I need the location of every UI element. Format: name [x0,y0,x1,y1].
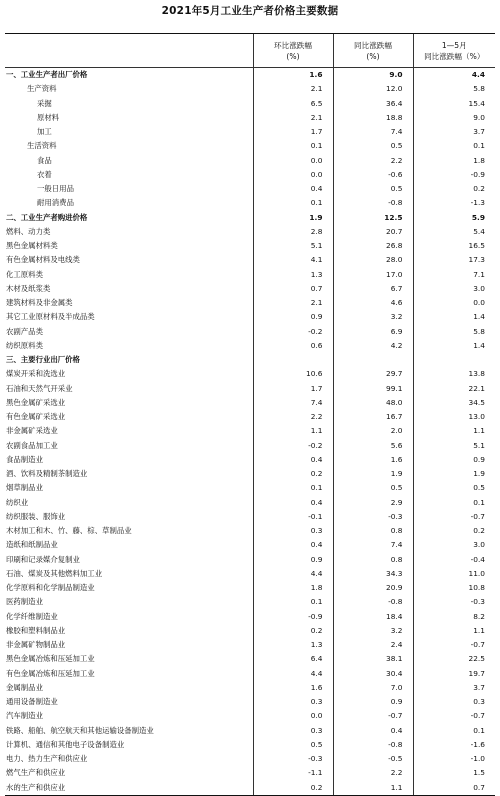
table-row [5,182,495,196]
row-label: 建筑材料及非金属类 [6,298,73,308]
row-ytd-value: 34.5 [413,396,495,410]
row-mom-value: 0.4 [253,182,333,196]
row-label: 煤炭开采和洗选业 [6,369,66,379]
row-ytd-value: 11.0 [413,567,495,581]
table-row [5,538,495,552]
row-mom-value: 6.5 [253,97,333,111]
row-yoy-value: 0.9 [333,695,413,709]
table-row [5,510,495,524]
table-body [5,68,495,796]
row-mom-value: -0.1 [253,510,333,524]
row-yoy-value: 0.5 [333,481,413,495]
row-ytd-value: 0.2 [413,182,495,196]
header-ytd-line1: 1—5月 [441,40,467,50]
table-row [5,282,495,296]
row-ytd-value: -0.7 [413,638,495,652]
row-mom-value: 1.7 [253,382,333,396]
row-yoy-value: 29.7 [333,367,413,381]
row-ytd-value: 8.2 [413,610,495,624]
row-ytd-value: 1.4 [413,339,495,353]
row-ytd-value: 0.3 [413,695,495,709]
row-mom-value: 1.6 [253,68,333,83]
table-row [5,382,495,396]
row-label: 非金属矿采选业 [6,426,58,436]
row-mom-value: 7.4 [253,396,333,410]
row-yoy-value: -0.8 [333,595,413,609]
row-mom-value: -0.2 [253,439,333,453]
row-ytd-value: 0.1 [413,139,495,153]
table-row [5,709,495,723]
row-mom-value: 0.0 [253,168,333,182]
row-label: 酒、饮料及精制茶制造业 [6,469,88,479]
table-row [5,111,495,125]
row-yoy-value: 2.9 [333,496,413,510]
table-row [5,496,495,510]
row-label: 电力、热力生产和供应业 [6,754,88,764]
table-row [5,638,495,652]
row-ytd-value [413,353,495,367]
row-yoy-value: 12.0 [333,82,413,96]
row-ytd-value: 0.1 [413,496,495,510]
row-yoy-value: 26.8 [333,239,413,253]
table-row [5,125,495,139]
row-mom-value: 0.9 [253,310,333,324]
row-mom-value: 2.8 [253,225,333,239]
row-label: 生活资料 [27,141,57,151]
table-row [5,424,495,438]
row-yoy-value: 7.4 [333,538,413,552]
row-yoy-value: 20.9 [333,581,413,595]
row-ytd-value: 16.5 [413,239,495,253]
table-row [5,339,495,353]
row-yoy-value: -0.7 [333,709,413,723]
row-mom-value: 4.4 [253,667,333,681]
row-ytd-value: 1.1 [413,424,495,438]
row-ytd-value: 0.0 [413,296,495,310]
header-yoy-line1: 同比涨跌幅 [354,40,392,50]
row-ytd-value: 1.1 [413,624,495,638]
table-row [5,781,495,796]
row-ytd-value: 0.2 [413,524,495,538]
row-label: 纺织业 [6,497,29,507]
row-label: 原材料 [37,112,60,122]
header-mom-line1: 环比涨跌幅 [274,40,312,50]
row-label: 橡胶和塑料制品业 [6,625,66,635]
row-label: 烟草制品业 [6,483,43,493]
row-label: 衣着 [37,169,52,179]
row-mom-value: 1.1 [253,424,333,438]
row-label: 非金属矿物制品业 [6,640,66,650]
table-row [5,168,495,182]
row-yoy-value: 99.1 [333,382,413,396]
table-row [5,581,495,595]
row-yoy-value [333,353,413,367]
table-row [5,296,495,310]
row-label: 化学纤维制造业 [6,611,58,621]
row-mom-value: 1.9 [253,211,333,225]
row-ytd-value: 7.1 [413,268,495,282]
table-row [5,97,495,111]
row-yoy-value: 0.8 [333,524,413,538]
table-row [5,353,495,367]
table-row [5,68,495,83]
row-yoy-value: 12.5 [333,211,413,225]
row-label: 耐用消费品 [37,198,74,208]
table-row [5,652,495,666]
row-label: 农副产品类 [6,326,43,336]
row-yoy-value: 5.6 [333,439,413,453]
row-ytd-value: -1.3 [413,196,495,210]
table-row [5,453,495,467]
row-label: 有色金属材料及电线类 [6,255,80,265]
row-yoy-value: 36.4 [333,97,413,111]
row-ytd-value: 3.7 [413,681,495,695]
header-indicator [5,34,253,68]
table-row [5,624,495,638]
row-mom-value: 2.1 [253,296,333,310]
row-mom-value: 0.0 [253,154,333,168]
row-mom-value: 0.1 [253,595,333,609]
table-header-row [5,34,495,68]
row-ytd-value: 22.5 [413,652,495,666]
table-row [5,253,495,267]
row-label: 采掘 [37,98,52,108]
row-mom-value: 10.6 [253,367,333,381]
row-mom-value: 0.7 [253,282,333,296]
table-row [5,766,495,780]
row-yoy-value: 30.4 [333,667,413,681]
row-yoy-value: 3.2 [333,310,413,324]
row-yoy-value: 6.9 [333,325,413,339]
row-mom-value: 0.1 [253,481,333,495]
row-label: 农副食品加工业 [6,440,58,450]
row-label: 纺织服装、服饰业 [6,511,66,521]
table-row [5,439,495,453]
row-mom-value: 4.1 [253,253,333,267]
row-ytd-value: 3.0 [413,282,495,296]
row-ytd-value: 9.0 [413,111,495,125]
row-ytd-value: 3.0 [413,538,495,552]
row-ytd-value: -0.3 [413,595,495,609]
row-label: 三、主要行业出厂价格 [6,355,80,365]
table-row [5,239,495,253]
row-mom-value: 0.2 [253,624,333,638]
row-ytd-value: 1.9 [413,467,495,481]
row-ytd-value: 22.1 [413,382,495,396]
row-ytd-value: 5.4 [413,225,495,239]
table-row [5,695,495,709]
row-yoy-value: 16.7 [333,410,413,424]
row-label: 通用设备制造业 [6,697,58,707]
row-ytd-value: 1.8 [413,154,495,168]
row-mom-value: 1.6 [253,681,333,695]
row-label: 纺织原料类 [6,340,43,350]
row-ytd-value: -0.7 [413,510,495,524]
row-mom-value: 0.5 [253,738,333,752]
row-mom-value: 0.3 [253,524,333,538]
row-mom-value: 0.1 [253,139,333,153]
row-label: 计算机、通信和其他电子设备制造业 [6,739,125,749]
row-mom-value: 1.3 [253,638,333,652]
table-row [5,567,495,581]
row-yoy-value: 18.4 [333,610,413,624]
row-label: 印刷和记录媒介复制业 [6,554,80,564]
header-ytd-line2: 同比涨跌幅（%） [424,51,485,61]
row-mom-value: 1.3 [253,268,333,282]
row-mom-value: -0.2 [253,325,333,339]
row-mom-value: 0.4 [253,538,333,552]
row-yoy-value: 48.0 [333,396,413,410]
table-row [5,610,495,624]
table-row [5,724,495,738]
row-mom-value: 1.7 [253,125,333,139]
row-yoy-value: -0.5 [333,752,413,766]
row-label: 其它工业原材料及半成品类 [6,312,95,322]
table-row [5,410,495,424]
row-label: 黑色金属冶炼和压延加工业 [6,654,95,664]
row-yoy-value: -0.8 [333,738,413,752]
row-mom-value: 0.6 [253,339,333,353]
table-row [5,524,495,538]
row-ytd-value: 13.8 [413,367,495,381]
header-mom [253,34,333,68]
row-mom-value: 0.9 [253,553,333,567]
row-ytd-value: 5.8 [413,82,495,96]
row-label: 黑色金属材料类 [6,241,58,251]
row-ytd-value: 0.1 [413,724,495,738]
row-yoy-value: 0.5 [333,139,413,153]
row-yoy-value: 2.0 [333,424,413,438]
row-label: 医药制造业 [6,597,43,607]
row-label: 二、工业生产者购进价格 [6,212,88,222]
row-ytd-value: 1.5 [413,766,495,780]
row-mom-value: 0.4 [253,453,333,467]
row-mom-value: 0.4 [253,496,333,510]
row-ytd-value: 4.4 [413,68,495,83]
row-yoy-value: 7.4 [333,125,413,139]
header-yoy [333,34,413,68]
table-row [5,225,495,239]
row-yoy-value: 2.4 [333,638,413,652]
row-label: 化学原料和化学制品制造业 [6,583,95,593]
table-row [5,211,495,225]
row-mom-value: 0.2 [253,781,333,796]
row-mom-value: 1.8 [253,581,333,595]
row-mom-value: 0.1 [253,196,333,210]
row-label: 燃料、动力类 [6,226,51,236]
row-yoy-value: 2.2 [333,766,413,780]
row-label: 木材及纸浆类 [6,283,51,293]
row-yoy-value: 0.8 [333,553,413,567]
row-yoy-value: 28.0 [333,253,413,267]
row-mom-value: 0.2 [253,467,333,481]
row-yoy-value: 0.4 [333,724,413,738]
price-data-table [5,33,495,796]
table-row [5,325,495,339]
row-ytd-value: -0.4 [413,553,495,567]
row-label: 木材加工和木、竹、藤、棕、草制品业 [6,526,132,536]
table-row [5,553,495,567]
table-row [5,154,495,168]
row-yoy-value: 6.7 [333,282,413,296]
row-ytd-value: 5.8 [413,325,495,339]
row-yoy-value: 7.0 [333,681,413,695]
table-row [5,481,495,495]
row-label: 食品 [37,155,52,165]
row-ytd-value: -0.9 [413,168,495,182]
row-ytd-value: 15.4 [413,97,495,111]
row-yoy-value: 20.7 [333,225,413,239]
row-yoy-value: 4.2 [333,339,413,353]
row-yoy-value: 38.1 [333,652,413,666]
table-row [5,667,495,681]
row-mom-value: 2.2 [253,410,333,424]
row-yoy-value: 3.2 [333,624,413,638]
header-yoy-line2: (%) [366,51,380,61]
table-row [5,396,495,410]
row-label: 铁路、船舶、航空航天和其他运输设备制造业 [6,725,154,735]
row-label: 化工原料类 [6,269,43,279]
row-ytd-value: 10.8 [413,581,495,595]
row-label: 一般日用品 [37,184,74,194]
row-mom-value: 0.3 [253,724,333,738]
row-ytd-value: -0.7 [413,709,495,723]
row-label: 水的生产和供应业 [5,781,253,796]
table-row [5,268,495,282]
row-mom-value: -0.3 [253,752,333,766]
header-mom-line2: (%) [286,51,300,61]
table-row [5,310,495,324]
row-label: 黑色金属矿采选业 [6,397,66,407]
row-yoy-value: 1.6 [333,453,413,467]
table-row [5,196,495,210]
row-label: 一、工业生产者出厂价格 [6,70,88,80]
table-row [5,467,495,481]
row-yoy-value: 1.1 [333,781,413,796]
row-mom-value: 0.0 [253,709,333,723]
row-ytd-value: 13.0 [413,410,495,424]
row-label: 汽车制造业 [6,711,43,721]
header-ytd [413,34,495,68]
row-mom-value: -1.1 [253,766,333,780]
table-row [5,139,495,153]
row-label: 有色金属冶炼和压延加工业 [6,668,95,678]
row-mom-value: 6.4 [253,652,333,666]
table-row [5,681,495,695]
row-label: 有色金属矿采选业 [6,412,66,422]
row-ytd-value: 5.1 [413,439,495,453]
row-mom-value: 2.1 [253,111,333,125]
row-mom-value: 4.4 [253,567,333,581]
table-row [5,595,495,609]
row-yoy-value: 9.0 [333,68,413,83]
row-label: 生产资料 [27,84,57,94]
row-ytd-value: 3.7 [413,125,495,139]
row-label: 造纸和纸制品业 [6,540,58,550]
table-row [5,752,495,766]
row-ytd-value: 5.9 [413,211,495,225]
row-mom-value: 5.1 [253,239,333,253]
row-mom-value: -0.9 [253,610,333,624]
row-yoy-value: 18.8 [333,111,413,125]
table-row [5,82,495,96]
row-ytd-value: -1.6 [413,738,495,752]
row-yoy-value: -0.6 [333,168,413,182]
page-title: 2021年5月工业生产者价格主要数据 [161,5,339,17]
row-label: 加工 [37,127,52,137]
row-yoy-value: 17.0 [333,268,413,282]
row-label: 金属制品业 [6,682,43,692]
row-mom-value: 2.1 [253,82,333,96]
row-ytd-value: 0.9 [413,453,495,467]
row-ytd-value: 19.7 [413,667,495,681]
row-mom-value [253,353,333,367]
row-yoy-value: 0.5 [333,182,413,196]
row-yoy-value: 4.6 [333,296,413,310]
row-ytd-value: 0.5 [413,481,495,495]
row-label: 燃气生产和供应业 [6,768,66,778]
row-yoy-value: 34.3 [333,567,413,581]
row-ytd-value: 1.4 [413,310,495,324]
row-yoy-value: -0.8 [333,196,413,210]
row-label: 食品制造业 [6,454,43,464]
row-yoy-value: 1.9 [333,467,413,481]
table-row [5,367,495,381]
row-ytd-value: 17.3 [413,253,495,267]
row-yoy-value: -0.3 [333,510,413,524]
row-yoy-value: 2.2 [333,154,413,168]
row-ytd-value: -1.0 [413,752,495,766]
row-ytd-value: 0.7 [413,781,495,796]
row-label: 石油和天然气开采业 [6,383,73,393]
row-mom-value: 0.3 [253,695,333,709]
row-label: 石油、煤炭及其他燃料加工业 [6,568,103,578]
table-row [5,738,495,752]
